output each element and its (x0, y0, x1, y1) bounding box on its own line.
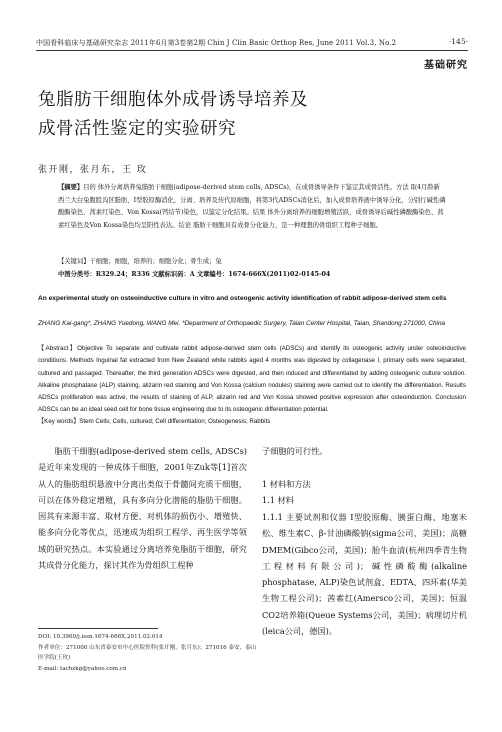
title-line-2: 成骨活性鉴定的实验研究 (38, 119, 236, 139)
footnote-affiliation: 作者单位：271000 山东省泰安市中心医院骨科(张开刚，张月东)；271016 泰安，泰山医学院(王玫) (38, 645, 257, 661)
running-header: 中国骨科临床与基础研究杂志 2011年6月第3卷第2期 Chin J Clin Basic Orthop Res, June 2011 Vol.3, No.2 (36, 39, 397, 47)
footnote-email: E-mail: tachzkg@yahoo.com.cn (38, 666, 127, 672)
abstract-en: 【Abstract】Objective To separate and cultivate rabbit adipose-derived stem cells (ADSCs) and identify its osteogenic activity under osteoinductive conditions. Methods Inguinal fat extracted from New Zealand white rabbits aged 4 months was digested by collagenase I, primary cells were separated, cultured and passaged. Thereafter, the third generation ADSCs were digested, and then induced and differentiated by adding osteogenic culture solution. Alkaline phosphatase (ALP) staining, alizarin red staining and Von Kossa (calcium nodules) staining were carried out to identify the differentiation. Results ADSCs proliferation was active, the results of staining of ALP, alizarin red and Von Kossa showed positive expression after osteoinduction. Conclusion ADSCs can be an ideal seed cell for bone tissue engineering due to its osteogenic differentiation potential. (38, 345, 466, 414)
sub-heading: 1.1 材料 (262, 495, 294, 505)
abstract-cn (58, 182, 446, 232)
page-number: ·145· (448, 37, 468, 46)
body-text-right-continuation: 子细胞的可行性。 (262, 446, 328, 456)
abstract-cn-label: 【摘要】 (58, 184, 84, 191)
authors-cn: 张开刚，张月东，王 玫 (38, 165, 148, 175)
body-text-left: 脂肪干细胞(adipose-derived stem cells, ADSCs)是近年来发现的一种成体干细胞，2001年Zuk等[1]首次从人的脂肪组织悬液中分离出类似于骨髓间充质干细胞，可以在体外稳定增殖，具有多向分化潜能的脂肪干细胞。因其有来源丰富、取材方便、对机体的损伤小、增殖快、能多向分化等优点，迅速成为组织工程学、再生医学等领域的研究热点。本实验通过分离培养兔脂肪干细胞，研究其成骨分化能力，探讨其作为骨组织工程种 (38, 446, 247, 571)
section-tag: 基础研究 (424, 60, 468, 71)
title-en: An experimental study on osteoinductive culture in vitro and osteogenic activity identification of rabbit adipose-derived stem cells (38, 295, 447, 302)
footnote-doi: DOI: 10.3969/j.issn.1674-666X.2011.02.014 (38, 634, 163, 640)
title-line-1: 兔脂肪干细胞体外成骨诱导培养及 (38, 90, 308, 110)
keywords-cn: 【关键词】干细胞；细胞，培养的；细胞分化；骨生成；兔 (58, 258, 222, 265)
materials-paragraph: 1.1.1 主要试剂和仪器 I型胶原酶、胰蛋白酶、地塞米松、维生素C、β-甘油磷酸钠(sigma公司，美国)；高糖DMEM(Gibco公司，美国)；胎牛血清(杭州四季青生物工程材料有限公司)；碱性磷酸酶(alkaline phosphatase, ALP)染色试剂盒、EDTA、四环素(华美生物工程公司)；茜素红(Amersco公司，美国)；恒温CO2培养箱(Queue Systems公司，美国)；病理切片机(leica公司，德国)。 (262, 512, 467, 637)
keywords-en: 【Key words】Stem Cells; Cells, cultured; Cell differentiation; Osteogenesis; Rabbits (38, 418, 271, 425)
footnote-divider (38, 628, 158, 629)
header-divider (36, 50, 468, 51)
abstract-cn-text: 目的 体外分离培养兔脂肪干细胞(adipose-derived stem cells, ADSCs)，在成骨诱导条件下鉴定其成骨活性。方法 取4月龄新西兰大白兔腹股沟区脂肪，I型胶原酶消化，分离、培养及传代原细胞，将第3代ADSCs消化后，加入成骨培养液中诱导分化，分别行碱性磷酸酶染色、茜素红染色、Von Kossa(钙结节)染色，以鉴定分化结果。结果 体外分离培养的细胞增殖活跃，成骨诱导后碱性磷酸酶染色、茜素红染色及Von Kossa染色均呈阳性表达。结论 脂肪干细胞具有成骨分化能力，是一种理想的骨组织工程种子细胞。 (58, 184, 446, 229)
section-heading: 1 材料和方法 (262, 479, 311, 489)
authors-en: ZHANG Kai-gang*, ZHANG Yuedong, WANG Mei. *Department of Orthopaedic Surgery, Taian Center Hospital, Taian, Shandong 271000, China (38, 320, 446, 327)
classification-cn: 中图分类号：R329.24；R336 文献标识码：A 文章编号：1674-666X(2011)02-0145-04 (58, 271, 331, 278)
